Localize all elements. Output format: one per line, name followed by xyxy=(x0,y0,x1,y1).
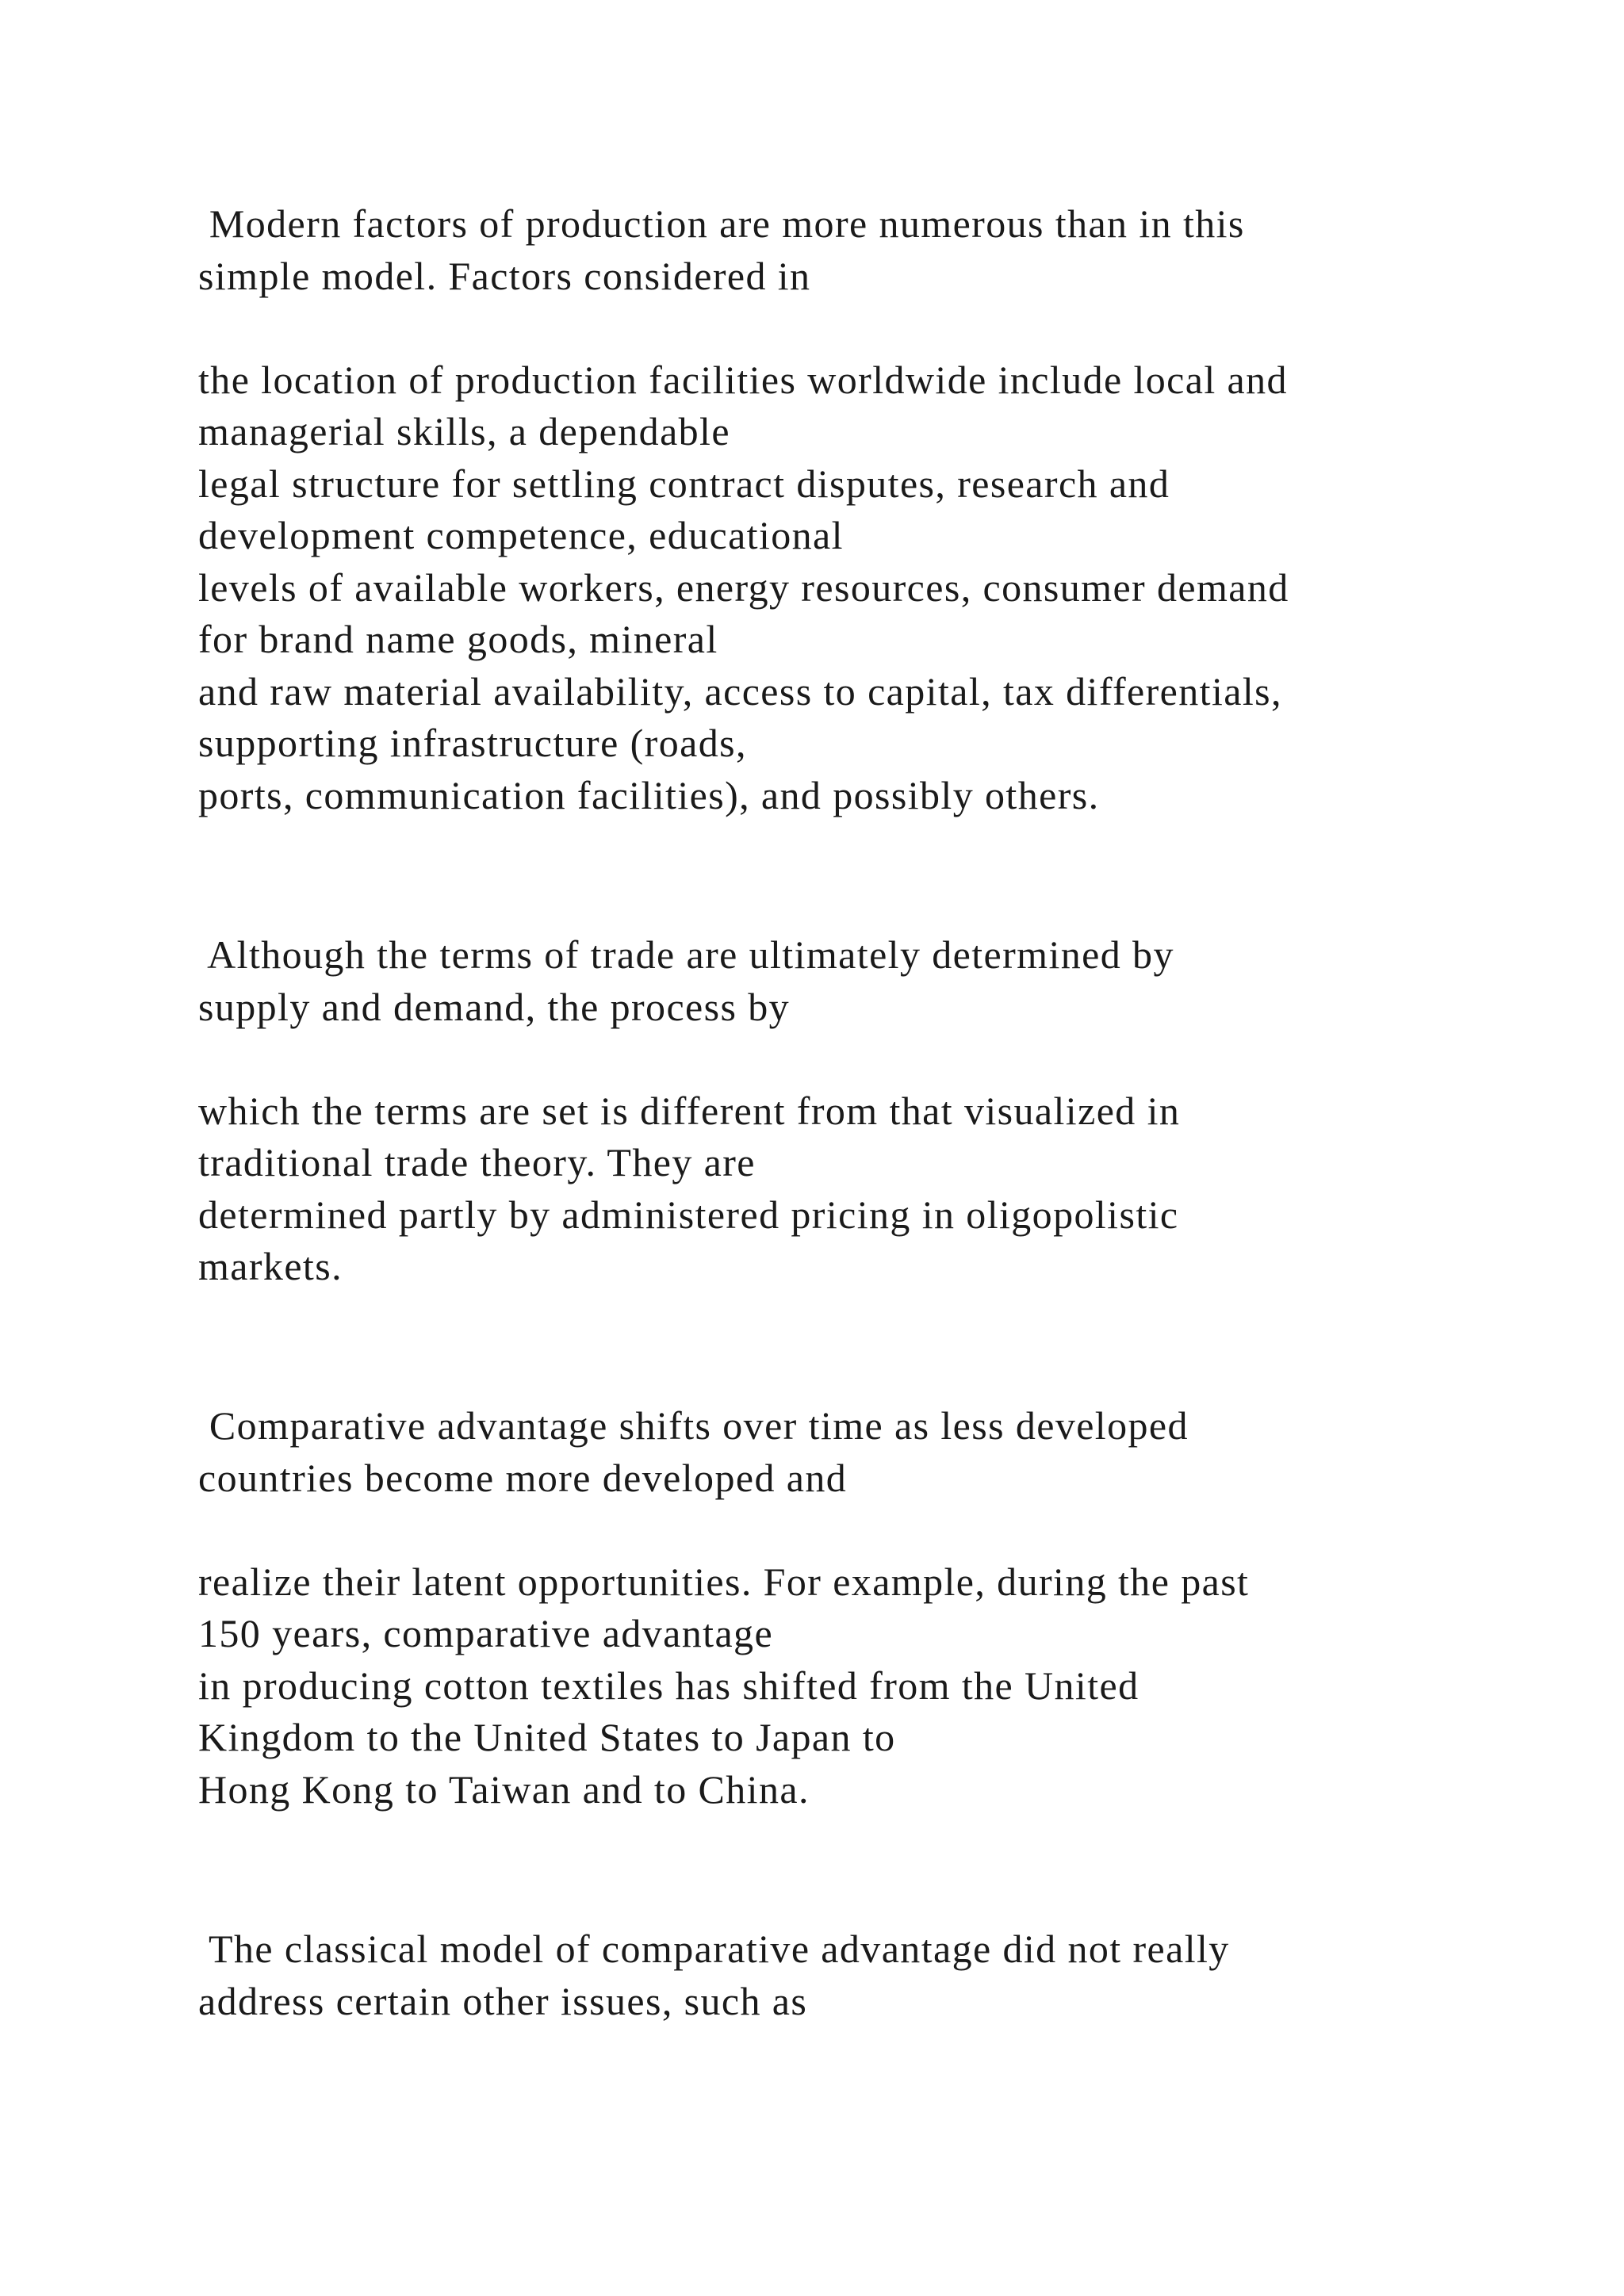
paragraph-2-line-5: determined partly by administered pricing in oligopolistic xyxy=(198,1192,1179,1237)
paragraph-1-line-11: ports, communication facilities), and possibly others. xyxy=(198,773,1100,817)
paragraph-3-line-5: in producing cotton textiles has shifted from the United xyxy=(198,1663,1139,1708)
paragraph-1-line-2: simple model. Factors considered in xyxy=(198,254,811,298)
paragraph-3-line-3: realize their latent opportunities. For example, during the past xyxy=(198,1559,1250,1604)
paragraph-2-line-6: markets. xyxy=(198,1244,343,1288)
paragraph-3-line-7: Hong Kong to Taiwan and to China. xyxy=(198,1767,810,1812)
paragraph-3-line-6: Kingdom to the United States to Japan to xyxy=(198,1715,896,1759)
paragraph-1-line-9: and raw material availability, access to capital, tax differentials, xyxy=(198,669,1282,714)
paragraph-3-line-2: countries become more developed and xyxy=(198,1456,848,1500)
paragraph-1-line-7: levels of available workers, energy resources, consumer demand xyxy=(198,565,1289,610)
paragraph-2-line-1: Although the terms of trade are ultimately determined by xyxy=(198,932,1174,977)
paragraph-2-line-2: supply and demand, the process by xyxy=(198,985,791,1029)
paragraph-1-line-10: supporting infrastructure (roads, xyxy=(198,721,747,765)
paragraph-1-line-1: Modern factors of production are more numerous than in this xyxy=(198,201,1245,246)
paragraph-1-line-4: managerial skills, a dependable xyxy=(198,409,730,453)
paragraph-2-line-4: traditional trade theory. They are xyxy=(198,1140,756,1184)
paragraph-2-line-3: which the terms are set is different from that visualized in xyxy=(198,1089,1181,1133)
paragraph-4-line-2: address certain other issues, such as xyxy=(198,1979,808,2023)
paragraph-1-line-6: development competence, educational xyxy=(198,513,844,557)
paragraph-3-line-1: Comparative advantage shifts over time as less developed xyxy=(198,1403,1189,1448)
paragraph-3-line-4: 150 years, comparative advantage xyxy=(198,1611,774,1655)
paragraph-1-line-3: the location of production facilities worldwide include local and xyxy=(198,358,1288,402)
paragraph-1-line-8: for brand name goods, mineral xyxy=(198,617,718,661)
paragraph-4-line-1: The classical model of comparative advantage did not really xyxy=(198,1927,1230,1971)
paragraph-1-line-5: legal structure for settling contract disputes, research and xyxy=(198,461,1170,506)
